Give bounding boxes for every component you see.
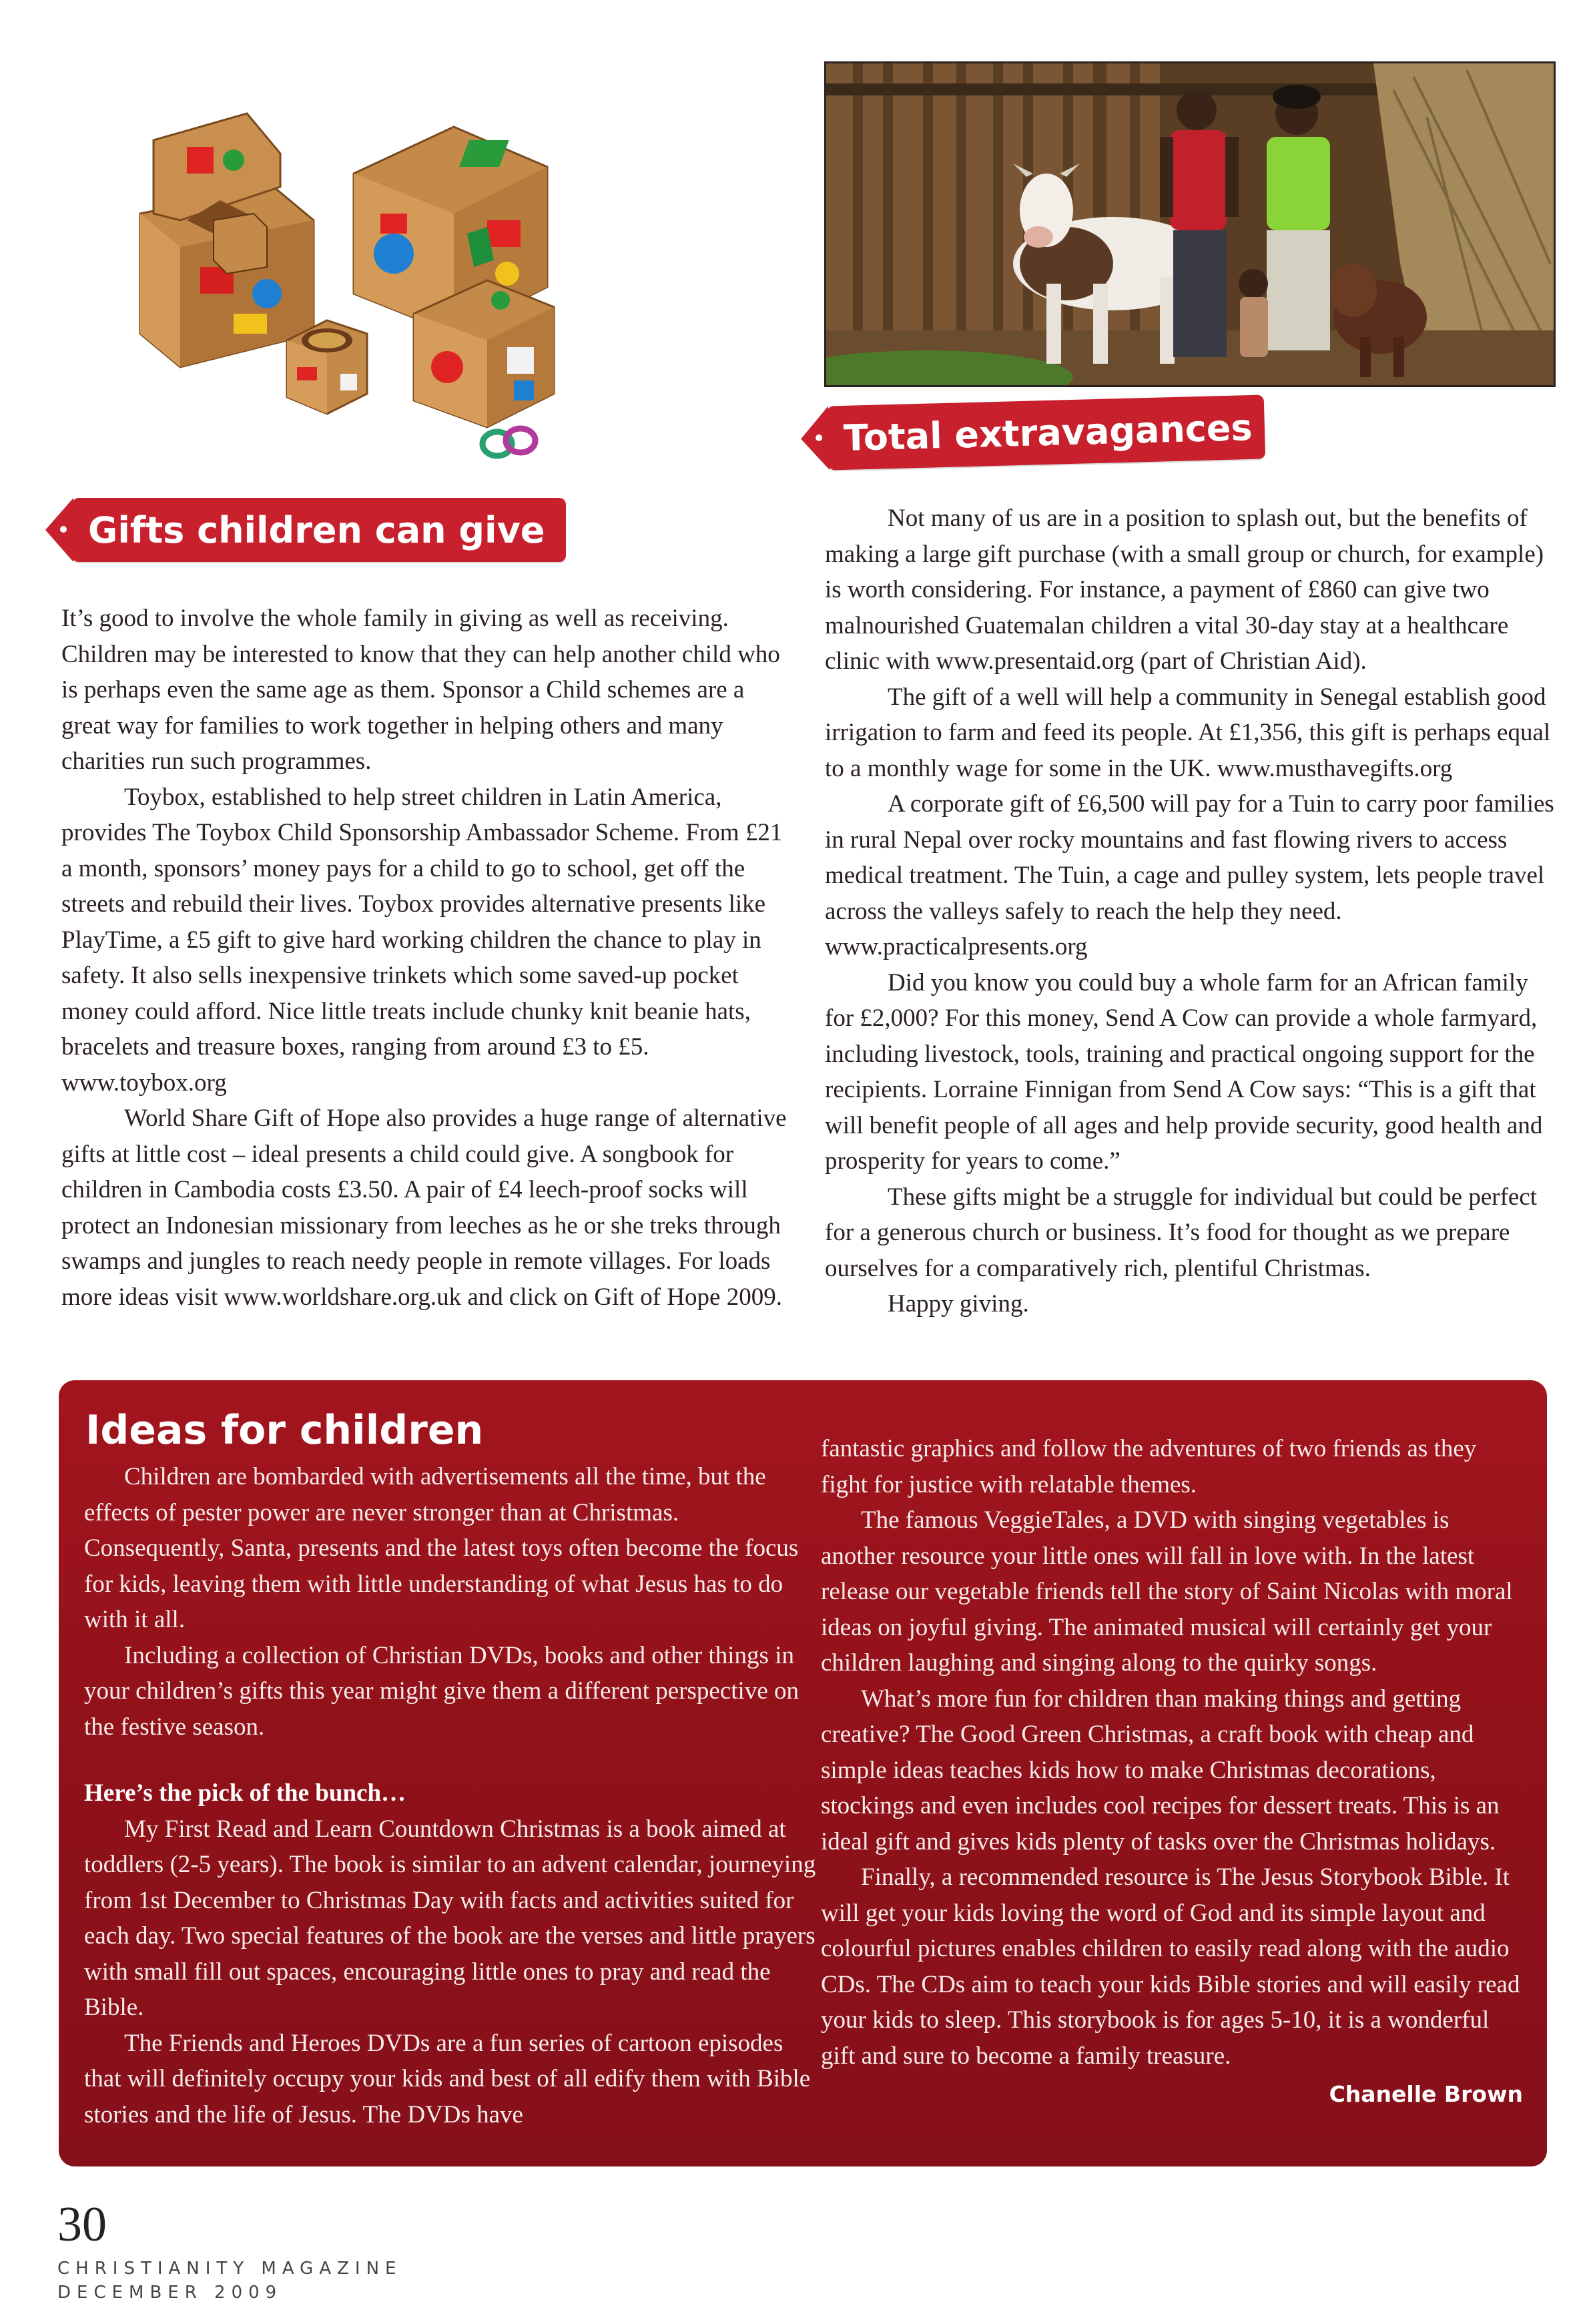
- gifts-children-heading-banner: [72, 498, 566, 562]
- magazine-name: CHRISTIANITY MAGAZINE: [57, 2259, 402, 2279]
- ideas-heading: Ideas for children: [85, 1407, 484, 1454]
- farm-family-photo: [824, 61, 1556, 387]
- extravagances-paragraph-2: The gift of a well will help a community in Senegal establish good irrigation to farm and feed its people. At £1,356, this gift is perhaps equal to a monthly wage for some in the UK. www.musthavegifts.org: [825, 683, 1551, 782]
- ideas-intro-2: Including a collection of Christian DVDs, books and other things in your children’s gifts this year might give them a different perspective on the festive season.: [84, 1641, 799, 1741]
- ideas-left-paragraph-1: My First Read and Learn Countdown Christmas is a book aimed at toddlers (2-5 years). The book is similar to an advent calendar, journeying from 1st December to Christmas Day with facts and activities suited for each day. Two special features of the book are the verses and little prayers with small fill out spaces, encouraging little ones to pray and read the Bible.: [84, 1815, 816, 2021]
- gifts-children-heading: Gifts children can give: [88, 509, 545, 551]
- ideas-left-paragraph-2: The Friends and Heroes DVDs are a fun series of cartoon episodes that will definitely occupy your kids and best of all edify them with Bible stories and the life of Jesus. The DVDs have: [84, 2029, 811, 2128]
- ideas-for-children-box: [59, 1380, 1547, 2166]
- gifts-children-column: [61, 601, 795, 1315]
- author-credit: Chanelle Brown: [1329, 2081, 1523, 2107]
- extravagances-paragraph-6: Happy giving.: [888, 1290, 1029, 1318]
- ideas-right-paragraph-4: Finally, a recommended resource is The Jesus Storybook Bible. It will get your kids loving the word of God and its simple layout and colourful pictures enables children to easily read along with the audio CDs. The CDs aim to teach your kids Bible stories and will easily read your kids to sleep. This storybook is for ages 5-10, it is a wonderful gift and sure to become a family treasure.: [821, 1863, 1520, 2070]
- ideas-left-column: [84, 1459, 818, 2132]
- extravagances-paragraph-5: These gifts might be a struggle for individual but could be perfect for a generous church or business. It’s food for thought as we prepare ourselves for a comparatively rich, plentiful Christmas.: [825, 1183, 1538, 1282]
- extravagances-column: [825, 501, 1559, 1322]
- page-number: 30: [57, 2197, 107, 2252]
- total-extravagances-heading-banner: [827, 394, 1265, 470]
- gifts-paragraph-1: It’s good to involve the whole family in giving as well as receiving. Children may be interested to know that they can help another child who is perhaps even the same age as them. Sponsor a Child schemes are a great way for families to work together in helping others and many charities run such programmes.: [61, 605, 780, 775]
- ideas-intro-1: Children are bombarded with advertisements all the time, but the effects of pester power are never stronger than at Christmas. Consequently, Santa, presents and the latest toys often become the focus for kids, leaving them with little understanding of what Jesus has to do with it all.: [84, 1463, 799, 1633]
- extravagances-paragraph-1: Not many of us are in a position to splash out, but the benefits of making a large gift purchase (with a small group or church, for example) is worth considering. For instance, a payment of £860 can give two malnourished Guatemalan children a vital 30-day stay at a healthcare clinic with www.presentaid.org (part of Christian Aid).: [825, 505, 1544, 675]
- ideas-right-paragraph-1: fantastic graphics and follow the adventures of two friends as they fight for justice with relatable themes.: [821, 1435, 1477, 1498]
- ideas-right-paragraph-3: What’s more fun for children than making things and getting creative? The Good Green Christmas, a craft book with cheap and simple ideas teaches kids how to make Christmas decorations, stockings and even includes cool recipes for dessert treats. This is an ideal gift and gives kids plenty of tasks over the Christmas holidays.: [821, 1685, 1500, 1855]
- pick-heading: Here’s the pick of the bunch…: [84, 1779, 406, 1807]
- ideas-right-column: [821, 1431, 1523, 2112]
- ideas-right-paragraph-2: The famous VeggieTales, a DVD with singing vegetables is another resource your little ones will fall in love with. In the latest release our vegetable friends tell the story of Saint Nicolas with moral ideas on joyful giving. The animated musical will certainly get your children laughing and singing along to the quirky songs.: [821, 1506, 1513, 1677]
- gifts-paragraph-2: Toybox, established to help street children in Latin America, provides The Toybox Child Sponsorship Ambassador Scheme. From £21 a month, sponsors’ money pays for a child to go to school, get off the streets and rebuild their lives. Toybox provides alternative presents like PlayTime, a £5 gift to give hard working children the chance to play in safety. It also sells inexpensive trinkets which some saved-up pocket money could afford. Nice little treats include chunky knit beanie hats, bracelets and treasure boxes, ranging from around £3 to £5. www.toybox.org: [61, 783, 783, 1097]
- issue-date: DECEMBER 2009: [57, 2283, 283, 2303]
- extravagances-paragraph-3: A corporate gift of £6,500 will pay for a Tuin to carry poor families in rural Nepal over rocky mountains and fast flowing rivers to access medical treatment. The Tuin, a cage and pulley system, lets people travel across the valleys safely to reach the help they need. www.practicalpresents.org: [825, 790, 1554, 960]
- gifts-paragraph-3: World Share Gift of Hope also provides a huge range of alternative gifts at little cost – ideal presents a child could give. A songbook for children in Cambodia costs £3.50. A pair of £4 leech-proof socks will protect an Indonesian missionary from leeches as he or she treks through swamps and jungles to reach needy people in remote villages. For loads more ideas visit www.worldshare.org.uk and click on Gift of Hope 2009.: [61, 1105, 787, 1311]
- trinket-boxes-image: [100, 73, 607, 474]
- extravagances-paragraph-4: Did you know you could buy a whole farm for an African family for £2,000? For this money, Send A Cow can provide a whole farmyard, including livestock, tools, training and practical ongoing support for the recipients. Lorraine Finnigan from Send A Cow says: “This is a gift that will benefit people of all ages and help provide security, good health and prosperity for years to come.”: [825, 968, 1543, 1175]
- total-extravagances-heading: Total extravagances: [843, 406, 1253, 459]
